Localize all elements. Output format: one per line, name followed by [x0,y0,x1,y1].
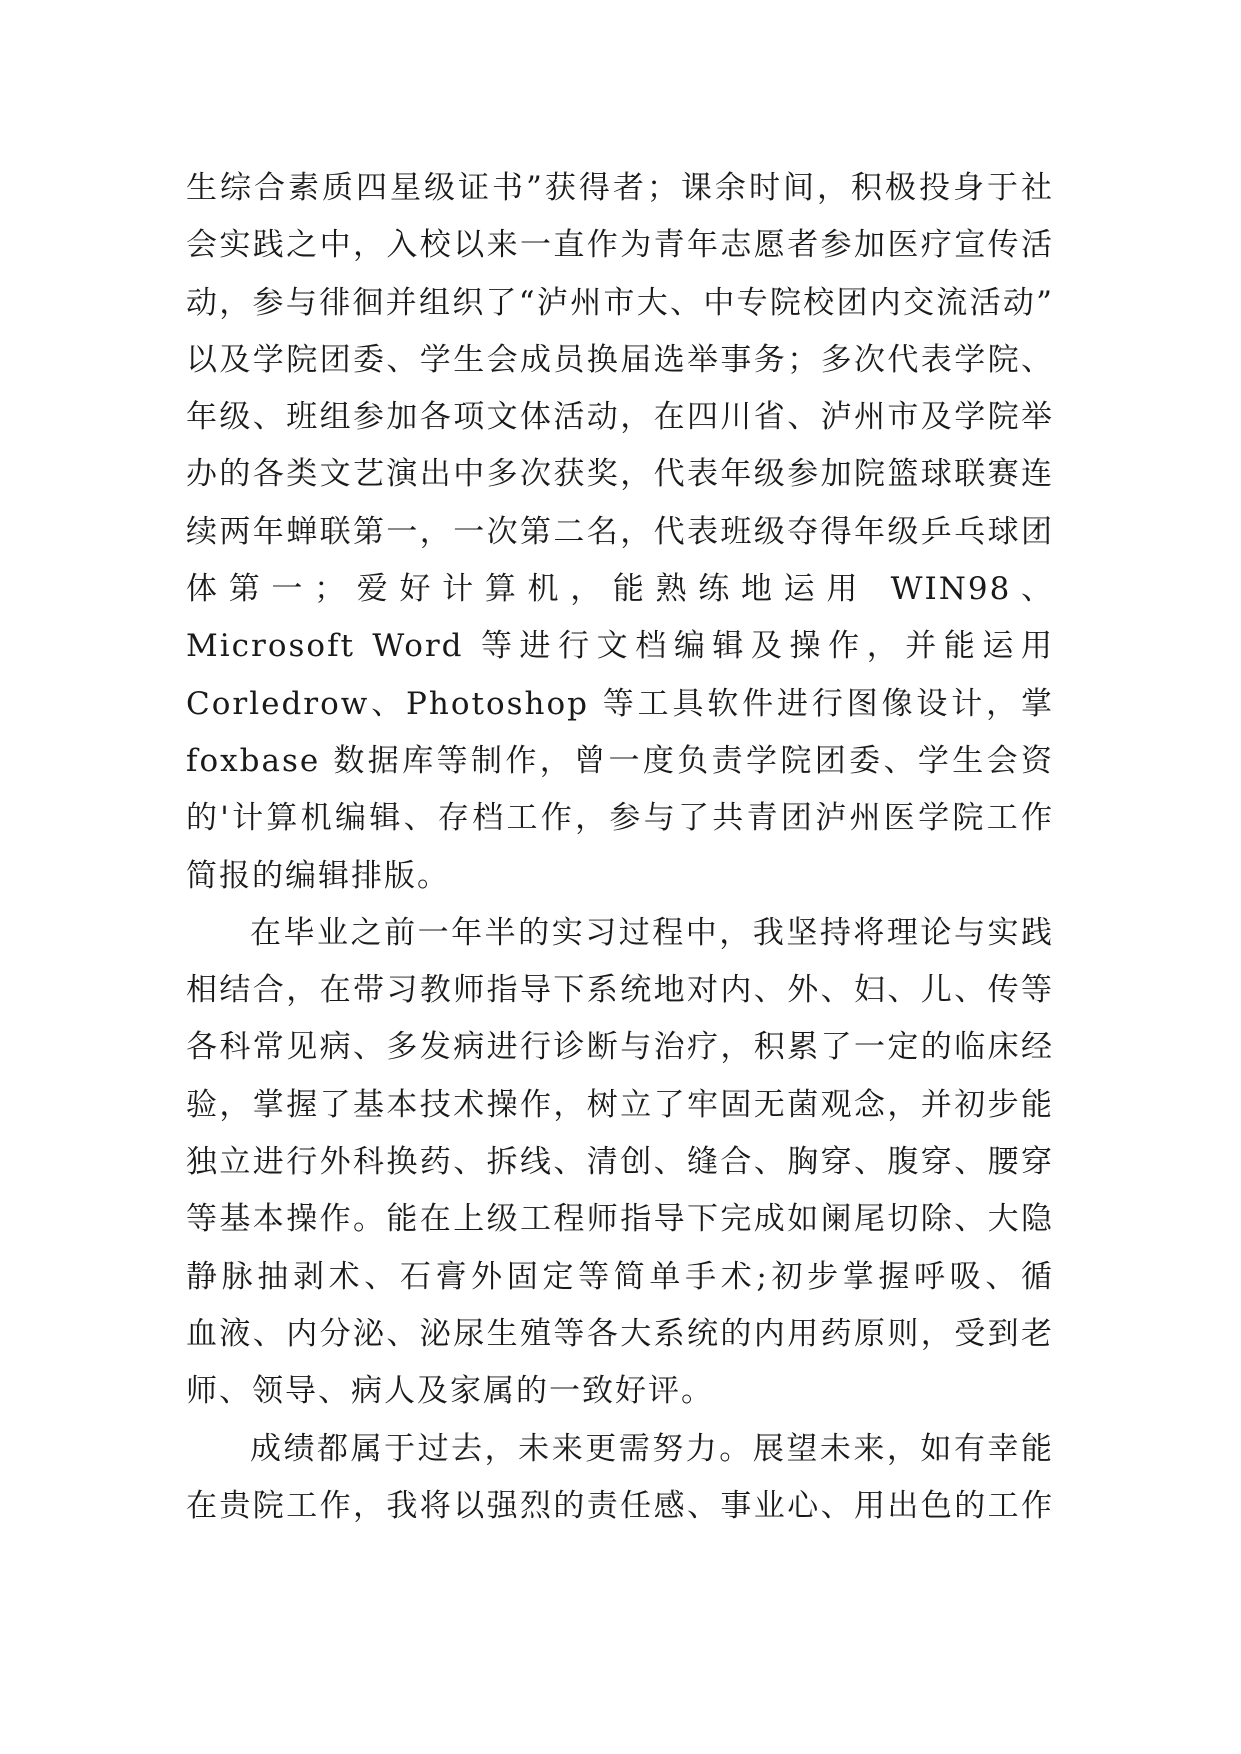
paragraph-line: 的'计算机编辑、存档工作，参与了共青团泸州医学院工作 [186,800,1054,837]
paragraph-line: 体第一；爱好计算机，能熟练地运用 WIN98、 [186,571,1054,608]
paragraph-line: 在贵院工作，我将以强烈的责任感、事业心、用出色的工作 [186,1487,1054,1524]
paragraph-line: Microsoft Word 等进行文档编辑及操作，并能运用 [186,628,1054,665]
paragraph-line: 各科常见病、多发病进行诊断与治疗，积累了一定的临床经 [186,1029,1054,1066]
paragraph-line: 以及学院团委、学生会成员换届选举事务；多次代表学院、 [186,341,1054,378]
paragraph-line: 相结合，在带习教师指导下系统地对内、外、妇、儿、传等 [186,972,1054,1009]
paragraph-3 [186,1421,1054,1536]
paragraph-line: 简报的编辑排版。 [186,857,450,894]
paragraph-line: 续两年蝉联第一，一次第二名，代表班级夺得年级乒乓球团 [186,513,1054,550]
paragraph-line: 年级、班组参加各项文体活动，在四川省、泸州市及学院举 [186,399,1054,436]
paragraph-line: foxbase 数据库等制作，曾一度负责学院团委、学生会资 [186,742,1054,779]
paragraph-line: Corledrow、Photoshop 等工具软件进行图像设计，掌 [186,685,1054,722]
paragraph-line: 血液、内分泌、泌尿生殖等各大系统的内用药原则，受到老 [186,1315,1054,1352]
paragraph-line: 等基本操作。能在上级工程师指导下完成如阑尾切除、大隐 [186,1201,1054,1238]
paragraph-2 [186,905,1054,1421]
paragraph-line: 动，参与徘徊并组织了“泸州市大、中专院校团内交流活动” [186,284,1054,321]
document-body [186,160,1054,1535]
paragraph-line: 验，掌握了基本技术操作，树立了牢固无菌观念，并初步能 [186,1086,1054,1123]
paragraph-line: 师、领导、病人及家属的一致好评。 [186,1373,714,1410]
paragraph-1 [186,160,1054,905]
paragraph-line: 成绩都属于过去，未来更需努力。展望未来，如有幸能 [250,1430,1054,1467]
paragraph-line: 独立进行外科换药、拆线、清创、缝合、胸穿、腹穿、腰穿 [186,1144,1054,1181]
paragraph-line: 静脉抽剥术、石膏外固定等简单手术;初步掌握呼吸、循 [186,1258,1054,1295]
paragraph-line: 会实践之中，入校以来一直作为青年志愿者参加医疗宣传活 [186,227,1054,264]
paragraph-line: 办的各类文艺演出中多次获奖，代表年级参加院篮球联赛连 [186,456,1054,493]
paragraph-line: 在毕业之前一年半的实习过程中，我坚持将理论与实践 [250,914,1054,951]
paragraph-line: 生综合素质四星级证书”获得者；课余时间，积极投身于社 [186,170,1054,206]
